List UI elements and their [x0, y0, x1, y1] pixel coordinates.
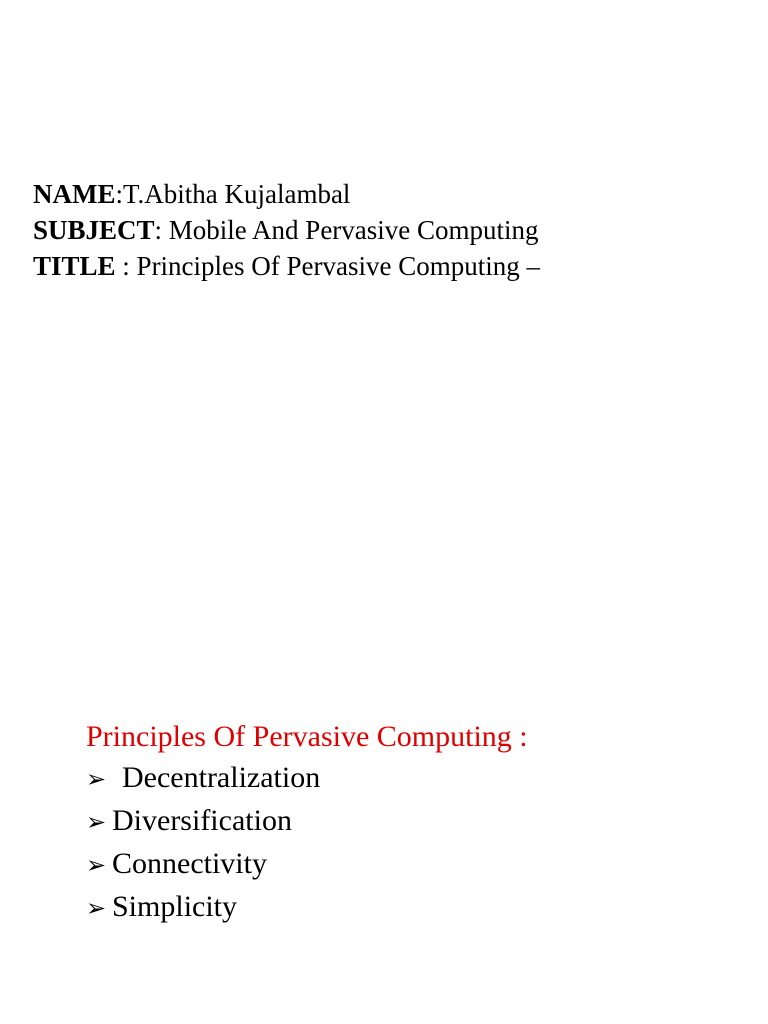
list-item — [86, 843, 528, 886]
principles-list — [86, 757, 528, 929]
list-item-label: Connectivity — [112, 847, 267, 880]
list-item-label: Diversification — [112, 804, 292, 837]
name-key: NAME — [33, 179, 116, 209]
list-item — [86, 886, 528, 929]
arrow-bullet-icon: ➢ — [86, 851, 107, 879]
name-value: :T.Abitha Kujalambal — [115, 179, 351, 209]
document-header — [33, 176, 540, 284]
title-value: : Principles Of Pervasive Computing – — [115, 251, 541, 281]
title-key: TITLE — [33, 251, 116, 281]
arrow-bullet-icon: ➢ — [86, 894, 107, 922]
principles-section — [86, 717, 528, 929]
title-line — [33, 248, 540, 284]
principles-heading: Principles Of Pervasive Computing : — [86, 720, 528, 753]
subject-line — [33, 212, 540, 248]
list-item-label: Simplicity — [112, 890, 238, 923]
list-item — [86, 800, 528, 843]
subject-value: : Mobile And Pervasive Computing — [154, 215, 539, 245]
list-item-label: Decentralization — [122, 761, 321, 794]
arrow-bullet-icon: ➢ — [86, 808, 107, 836]
subject-key: SUBJECT — [33, 215, 155, 245]
list-item — [86, 757, 528, 800]
arrow-bullet-icon: ➢ — [86, 765, 107, 793]
name-line — [33, 176, 540, 212]
